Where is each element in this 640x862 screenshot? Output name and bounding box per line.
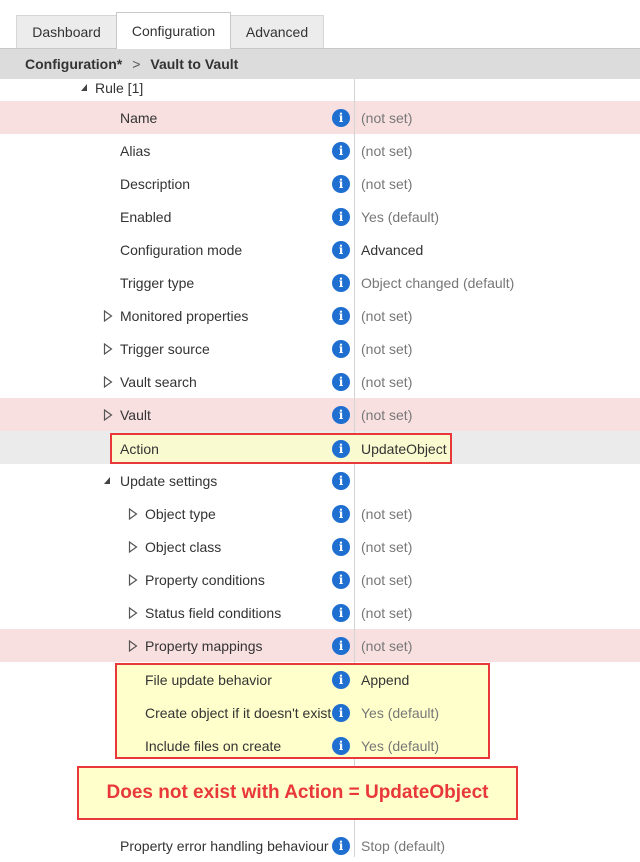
property-value[interactable]: Advanced bbox=[361, 241, 424, 258]
property-label: Status field conditions bbox=[145, 604, 282, 621]
property-label: Alias bbox=[120, 142, 151, 159]
breadcrumb-current: Vault to Vault bbox=[150, 56, 239, 72]
info-icon[interactable]: i bbox=[332, 142, 350, 160]
property-label: Vault bbox=[120, 406, 151, 423]
info-icon[interactable]: i bbox=[332, 307, 350, 325]
property-row-status-field-conditions[interactable] bbox=[0, 596, 640, 629]
property-row-monitored-properties[interactable] bbox=[0, 299, 640, 332]
property-row-trigger-type[interactable] bbox=[0, 266, 640, 299]
info-icon[interactable]: i bbox=[332, 109, 350, 127]
property-label: Trigger source bbox=[120, 340, 210, 357]
property-label: File update behavior bbox=[145, 671, 272, 688]
info-icon[interactable]: i bbox=[332, 274, 350, 292]
property-label: Action bbox=[120, 440, 159, 457]
expand-triangle-icon[interactable] bbox=[128, 508, 138, 520]
expand-triangle-icon[interactable] bbox=[103, 376, 113, 388]
property-label: Object class bbox=[145, 538, 222, 555]
info-icon[interactable]: i bbox=[332, 472, 350, 490]
property-label: Property conditions bbox=[145, 571, 265, 588]
property-row-enabled[interactable] bbox=[0, 200, 640, 233]
property-value[interactable]: (not set) bbox=[361, 637, 413, 654]
info-icon[interactable]: i bbox=[332, 837, 350, 855]
property-label: Description bbox=[120, 175, 191, 192]
property-row-property-conditions[interactable] bbox=[0, 563, 640, 596]
info-icon[interactable]: i bbox=[332, 538, 350, 556]
collapse-triangle-icon[interactable] bbox=[80, 82, 90, 94]
property-value[interactable]: (not set) bbox=[361, 604, 413, 621]
breadcrumb-root[interactable]: Configuration* bbox=[25, 56, 123, 72]
property-value[interactable]: UpdateObject bbox=[361, 440, 447, 457]
property-row-property-mappings[interactable] bbox=[0, 629, 640, 662]
property-row-create-object[interactable] bbox=[0, 696, 640, 729]
breadcrumb bbox=[0, 48, 640, 79]
expand-triangle-icon[interactable] bbox=[128, 640, 138, 652]
property-label: Include files on create bbox=[145, 737, 282, 754]
property-row-file-update-behavior[interactable] bbox=[0, 663, 640, 696]
info-icon[interactable]: i bbox=[332, 604, 350, 622]
property-label: Create object if it doesn't exist bbox=[145, 704, 332, 721]
info-icon[interactable]: i bbox=[332, 373, 350, 391]
annotation-callout: Does not exist with Action = UpdateObject bbox=[77, 766, 518, 820]
breadcrumb-separator: > bbox=[132, 56, 141, 72]
expand-triangle-icon[interactable] bbox=[128, 541, 138, 553]
tab-dashboard[interactable]: Dashboard bbox=[16, 15, 117, 48]
action-row-content[interactable] bbox=[0, 433, 640, 464]
info-icon[interactable]: i bbox=[332, 241, 350, 259]
tab-advanced[interactable]: Advanced bbox=[230, 15, 324, 48]
property-value[interactable]: (not set) bbox=[361, 340, 413, 357]
property-row-property-error-handling[interactable] bbox=[0, 829, 640, 862]
property-value[interactable]: Yes (default) bbox=[361, 704, 440, 721]
property-row-alias[interactable] bbox=[0, 134, 640, 167]
property-value[interactable]: Stop (default) bbox=[361, 837, 446, 854]
info-icon[interactable]: i bbox=[332, 440, 350, 458]
property-value[interactable]: (not set) bbox=[361, 538, 413, 555]
property-row-trigger-source[interactable] bbox=[0, 332, 640, 365]
property-value[interactable]: Yes (default) bbox=[361, 737, 440, 754]
expand-triangle-icon[interactable] bbox=[128, 574, 138, 586]
property-label: Trigger type bbox=[120, 274, 195, 291]
tree-row-rule[interactable] bbox=[0, 79, 640, 96]
info-icon[interactable]: i bbox=[332, 175, 350, 193]
property-label: Update settings bbox=[120, 472, 218, 489]
property-value[interactable]: Yes (default) bbox=[361, 208, 440, 225]
property-label: Name bbox=[120, 109, 158, 126]
property-label: Monitored properties bbox=[120, 307, 249, 324]
property-value[interactable]: Object changed (default) bbox=[361, 274, 515, 291]
property-label: Property error handling behaviour bbox=[120, 837, 329, 854]
property-label: Property mappings bbox=[145, 637, 263, 654]
property-value[interactable]: (not set) bbox=[361, 406, 413, 423]
property-value[interactable]: (not set) bbox=[361, 571, 413, 588]
expand-triangle-icon[interactable] bbox=[128, 607, 138, 619]
info-icon[interactable]: i bbox=[332, 505, 350, 523]
property-label: Enabled bbox=[120, 208, 172, 225]
expand-triangle-icon[interactable] bbox=[103, 409, 113, 421]
property-value[interactable]: (not set) bbox=[361, 175, 413, 192]
expand-triangle-icon[interactable] bbox=[103, 310, 113, 322]
property-value[interactable]: (not set) bbox=[361, 373, 413, 390]
info-icon[interactable]: i bbox=[332, 704, 350, 722]
property-row-description[interactable] bbox=[0, 167, 640, 200]
info-icon[interactable]: i bbox=[332, 208, 350, 226]
property-label: Object type bbox=[145, 505, 216, 522]
property-value[interactable]: (not set) bbox=[361, 307, 413, 324]
property-row-vault-search[interactable] bbox=[0, 365, 640, 398]
rule-label: Rule [1] bbox=[95, 79, 144, 96]
property-row-include-files[interactable] bbox=[0, 729, 640, 762]
tab-configuration[interactable]: Configuration bbox=[116, 12, 231, 49]
property-label: Vault search bbox=[120, 373, 197, 390]
info-icon[interactable]: i bbox=[332, 671, 350, 689]
property-value[interactable]: (not set) bbox=[361, 142, 413, 159]
property-row-vault[interactable] bbox=[0, 398, 640, 431]
property-row-name[interactable] bbox=[0, 101, 640, 134]
property-row-configuration-mode[interactable] bbox=[0, 233, 640, 266]
property-row-object-type[interactable] bbox=[0, 497, 640, 530]
property-value[interactable]: (not set) bbox=[361, 505, 413, 522]
property-value[interactable]: Append bbox=[361, 671, 410, 688]
expand-triangle-icon[interactable] bbox=[103, 343, 113, 355]
info-icon[interactable]: i bbox=[332, 637, 350, 655]
property-row-update-settings[interactable] bbox=[0, 464, 640, 497]
collapse-triangle-icon[interactable] bbox=[103, 475, 113, 487]
property-label: Configuration mode bbox=[120, 241, 243, 258]
property-value[interactable]: (not set) bbox=[361, 109, 413, 126]
tab-bar bbox=[0, 0, 640, 48]
info-icon[interactable]: i bbox=[332, 571, 350, 589]
info-icon[interactable]: i bbox=[332, 737, 350, 755]
info-icon[interactable]: i bbox=[332, 406, 350, 424]
property-row-object-class[interactable] bbox=[0, 530, 640, 563]
info-icon[interactable]: i bbox=[332, 340, 350, 358]
